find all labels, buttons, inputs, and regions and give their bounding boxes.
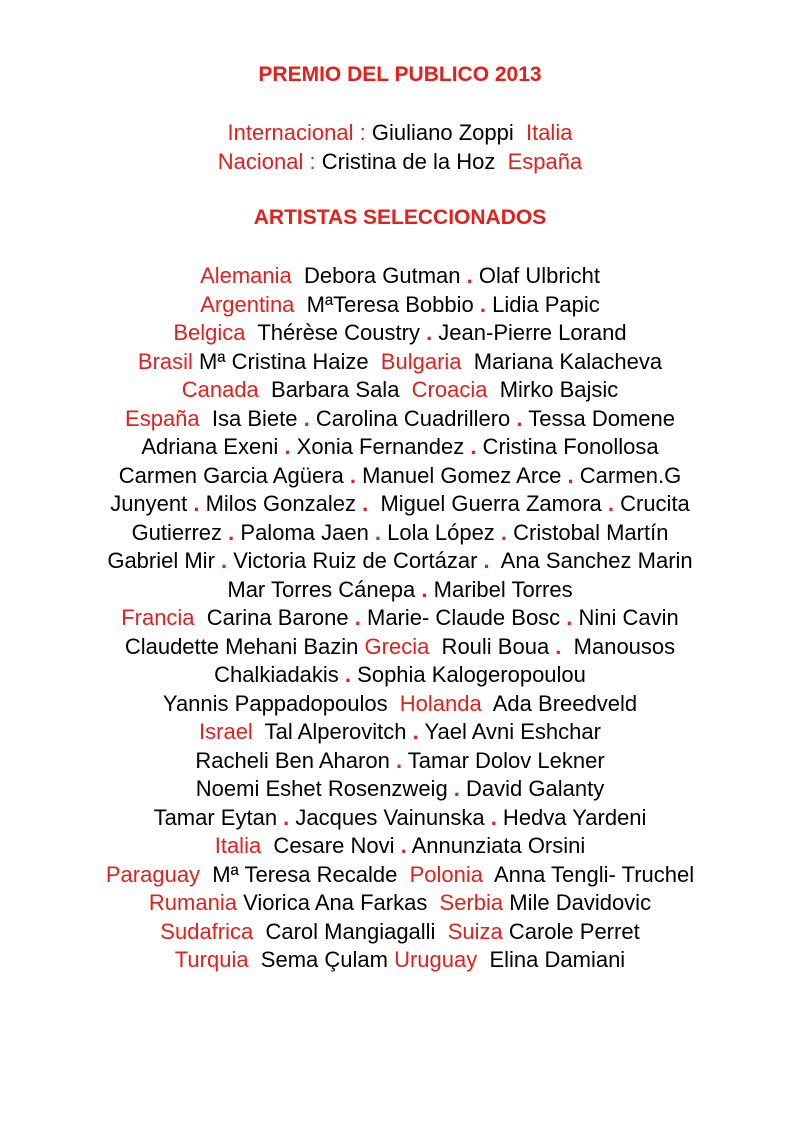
artist-line xyxy=(0,861,800,889)
country-name: Paraguay xyxy=(105,861,201,887)
artist-names: Miguel Guerra Zamora xyxy=(368,491,608,516)
artist-names: Paloma Jaen xyxy=(234,519,375,545)
artist-names: Carmen.G xyxy=(573,462,682,488)
separator-dot: . xyxy=(349,462,356,488)
artist-names: Adriana Exeni xyxy=(141,434,285,459)
artist-names: Sema Çulam xyxy=(248,947,395,972)
artist-names: Mar Torres Cánepa xyxy=(227,576,422,602)
artist-names: Carol Mangiagalli xyxy=(253,918,448,944)
separator-dot: . xyxy=(483,548,490,573)
separator-dot: . xyxy=(362,491,369,516)
artist-line xyxy=(0,376,800,404)
artist-names: Cristobal Martín xyxy=(507,519,669,545)
country-name: Suiza xyxy=(447,918,503,944)
artist-line xyxy=(0,576,800,604)
artist-names: Gabriel Mir xyxy=(107,548,222,573)
artist-names: Barbara Sala xyxy=(258,377,412,402)
artist-names: Debora Gutman xyxy=(291,263,467,288)
artist-names: Sophia Kalogeropoulou xyxy=(351,662,586,687)
separator-dot: . xyxy=(555,633,562,659)
artist-names: Carolina Cuadrillero xyxy=(309,405,517,431)
separator-dot: . xyxy=(607,491,614,516)
artist-line xyxy=(0,405,800,433)
country-name: Bulgaria xyxy=(380,348,462,374)
artist-names: Manousos xyxy=(561,633,676,659)
country-name: Serbia xyxy=(439,890,504,915)
separator-dot: . xyxy=(354,605,361,630)
artist-line xyxy=(0,433,800,461)
separator-dot: . xyxy=(466,263,473,288)
artist-line xyxy=(0,319,800,347)
artist-names: Viorica Ana Farkas xyxy=(236,890,440,915)
artist-names: David Galanty xyxy=(459,776,605,801)
artist-names: Maribel Torres xyxy=(427,576,573,602)
country-name: Rumania xyxy=(148,890,237,915)
artist-line xyxy=(0,690,800,718)
artist-names: Lidia Papic xyxy=(486,291,600,317)
artist-names: Lola López xyxy=(381,519,501,545)
artist-line xyxy=(0,775,800,803)
separator-dot: . xyxy=(479,291,486,317)
artist-names: Mª Cristina Haize xyxy=(192,348,381,374)
artist-names: Tamar Dolov Lekner xyxy=(402,747,605,773)
artist-names: Elina Damiani xyxy=(477,947,626,972)
artist-names: Tal Alperovitch xyxy=(252,719,413,744)
separator-dot: . xyxy=(500,519,508,545)
international-award-line xyxy=(0,120,800,146)
artist-names: Olaf Ulbricht xyxy=(472,263,600,288)
country-name: Italia xyxy=(214,833,262,858)
country-name: España xyxy=(125,405,200,431)
artist-names: Tessa Domene xyxy=(522,405,675,431)
separator-dot: . xyxy=(426,320,433,345)
artist-names: Manuel Gomez Arce xyxy=(355,462,568,488)
artist-line xyxy=(0,918,800,946)
artist-line xyxy=(0,604,800,632)
country-name: Croacia xyxy=(411,377,488,402)
artist-names: Mirko Bajsic xyxy=(487,377,619,402)
artist-line xyxy=(0,291,800,319)
artist-names: Yannis Pappadopoulos xyxy=(162,690,400,716)
artist-line xyxy=(0,804,800,832)
separator-dot: . xyxy=(453,776,460,801)
artist-names: Cristina Fonollosa xyxy=(476,434,659,459)
artist-names: Mª Teresa Recalde xyxy=(200,861,410,887)
artist-names: Xonia Fernandez xyxy=(290,434,471,459)
artist-line xyxy=(0,661,800,689)
country-name: Belgica xyxy=(173,320,246,345)
artist-names: Mariana Kalacheva xyxy=(461,348,663,374)
artist-line xyxy=(0,946,800,974)
artist-line xyxy=(0,718,800,746)
international-country: Italia xyxy=(525,120,573,145)
artist-names: Carina Barone xyxy=(194,605,355,630)
international-artist: Giuliano Zoppi xyxy=(371,120,514,145)
artist-names: Milos Gonzalez xyxy=(199,491,363,516)
separator-dot: . xyxy=(421,576,428,602)
artist-line xyxy=(0,633,800,661)
separator-dot: . xyxy=(412,719,419,744)
separator-dot: . xyxy=(490,804,497,830)
artist-line xyxy=(0,889,800,917)
artist-line xyxy=(0,490,800,518)
artist-line xyxy=(0,462,800,490)
international-label: Internacional : xyxy=(227,120,366,145)
award-title: PREMIO DEL PUBLICO 2013 xyxy=(258,63,542,86)
separator-dot: . xyxy=(470,434,477,459)
country-name: Alemania xyxy=(200,263,292,288)
separator-dot: . xyxy=(228,519,235,545)
artist-names: MªTeresa Bobbio xyxy=(294,291,480,317)
artist-names: Ada Breedveld xyxy=(481,690,638,716)
country-name: Sudafrica xyxy=(160,918,254,944)
artist-names: Carmen Garcia Agüera xyxy=(118,462,350,488)
artist-names: Carole Perret xyxy=(502,918,640,944)
country-name: Argentina xyxy=(200,291,295,317)
separator-dot: . xyxy=(516,405,523,431)
country-name: Brasil xyxy=(137,348,193,374)
artist-names: Yael Avni Eshchar xyxy=(418,719,601,744)
separator-dot: . xyxy=(395,747,403,773)
artist-names: Annunziata Orsini xyxy=(406,833,586,858)
artist-line xyxy=(0,547,800,575)
national-award-line xyxy=(0,149,800,175)
artist-names: Thérèse Coustry xyxy=(245,320,427,345)
artist-names: Junyent xyxy=(110,491,194,516)
national-country: España xyxy=(507,149,583,174)
artist-line xyxy=(0,832,800,860)
separator-dot: . xyxy=(284,434,291,459)
separator-dot: . xyxy=(221,548,228,573)
artist-names: Chalkiadakis xyxy=(214,662,345,687)
separator-dot: . xyxy=(344,662,352,687)
separator-dot: . xyxy=(566,605,573,630)
artist-line xyxy=(0,747,800,775)
artist-names: Victoria Ruiz de Cortázar xyxy=(227,548,484,573)
artist-names: Isa Biete xyxy=(199,405,304,431)
country-name: Israel xyxy=(199,719,253,744)
artist-names: Jean-Pierre Lorand xyxy=(432,320,627,345)
country-name: Holanda xyxy=(399,690,482,716)
separator-dot: . xyxy=(283,804,290,830)
artist-names: Jacques Vainunska xyxy=(289,804,491,830)
separator-dot: . xyxy=(374,519,382,545)
country-name: Turquia xyxy=(174,947,249,972)
country-name: Polonia xyxy=(409,861,483,887)
artist-names: Nini Cavin xyxy=(572,605,679,630)
artist-names: Marie- Claude Bosc xyxy=(360,605,567,630)
artist-names: Claudette Mehani Bazin xyxy=(124,633,365,659)
artist-names: Anna Tengli- Truchel xyxy=(482,861,695,887)
artist-names: Ana Sanchez Marin xyxy=(489,548,693,573)
country-name: Uruguay xyxy=(394,947,478,972)
country-name: Grecia xyxy=(364,633,430,659)
country-name: Francia xyxy=(121,605,195,630)
artist-names: Hedva Yardeni xyxy=(496,804,647,830)
artist-names: Noemi Eshet Rosenzweig xyxy=(195,776,454,801)
separator-dot: . xyxy=(567,462,574,488)
separator-dot: . xyxy=(303,405,310,431)
selected-artists-title: ARTISTAS SELECCIONADOS xyxy=(253,206,547,229)
artist-line xyxy=(0,262,800,290)
artist-names: Tamar Eytan xyxy=(153,804,284,830)
artist-line xyxy=(0,519,800,547)
separator-dot: . xyxy=(193,491,200,516)
artist-names: Rouli Boua xyxy=(429,633,556,659)
artist-names: Mile Davidovic xyxy=(503,890,652,915)
country-name: Canada xyxy=(181,377,259,402)
national-artist: Cristina de la Hoz xyxy=(321,149,496,174)
artist-line xyxy=(0,348,800,376)
artist-names: Cesare Novi xyxy=(261,833,401,858)
artist-names: Racheli Ben Aharon xyxy=(195,747,396,773)
artist-names: Gutierrez xyxy=(131,519,229,545)
national-label: Nacional : xyxy=(217,149,316,174)
artist-names: Crucita xyxy=(614,491,690,516)
separator-dot: . xyxy=(400,833,407,858)
